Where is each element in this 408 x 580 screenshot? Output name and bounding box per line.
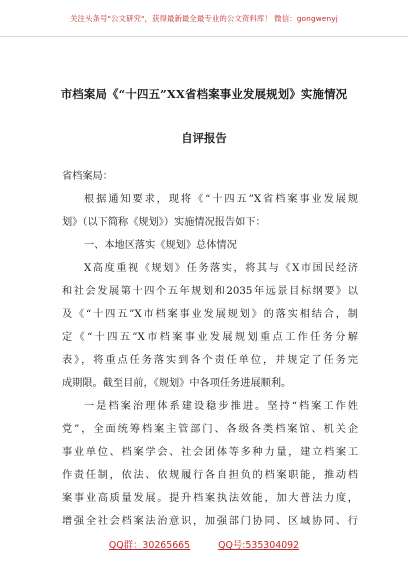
body-line: 定《“十四五”X市档案事业发展规划重点工作任务分解: [62, 332, 358, 343]
contact-footer: [0, 534, 408, 554]
body-line: 增强全社会档案法治意识，加强部门协同、区域协同、行: [62, 516, 358, 527]
body-line: 表》，将重点任务落实到各个责任单位，并规定了任务完: [62, 355, 358, 366]
body-line: 事业单位、档案学会、社会团体等多种力量，建立档案工: [62, 447, 358, 458]
document-body: [62, 165, 358, 533]
promo-banner: [0, 0, 408, 37]
body-line: 和社会发展第十四个五年规划和2035年远景目标纲要》以: [62, 286, 358, 297]
qq-group-link[interactable]: QQ群：30265665: [108, 540, 191, 551]
body-line: 成期限。截至目前，《规划》中各项任务进展顺利。: [62, 378, 292, 389]
document-title: 市档案局《“十四五”XX省档案事业发展规划》实施情况: [60, 87, 348, 101]
promo-banner-text: 关注头条号"公文研究"，获得最新最全最专业的公文资料库！ 微信：gongwenyj: [70, 13, 338, 23]
section-heading: 一、本地区落实《规划》总体情况: [84, 240, 237, 251]
body-line: 作责任制，依法、依规履行各自担负的档案职能，推动档: [62, 470, 358, 481]
body-line: 划》（以下简称《规划》）实施情况报告如下：: [62, 217, 266, 228]
body-line: 一是档案治理体系建设稳步推进。坚持“档案工作姓: [84, 401, 358, 412]
body-line: 根据通知要求，现将《“十四五”X省档案事业发展规: [84, 194, 358, 205]
qq-number-link[interactable]: QQ号:535304092: [218, 540, 300, 551]
salutation-line: 省档案局：: [62, 171, 113, 182]
document-subtitle: 自评报告: [181, 131, 227, 145]
body-line: 党”，全面统筹档案主管部门、各级各类档案馆、机关企: [62, 424, 358, 435]
body-line: 案事业高质量发展。提升档案执法效能，加大普法力度，: [62, 493, 358, 504]
body-line: 及《“十四五”X市档案事业发展规划》的落实相结合，制: [62, 309, 358, 320]
body-line: X高度重视《规划》任务落实，将其与《X市国民经济: [84, 263, 358, 274]
